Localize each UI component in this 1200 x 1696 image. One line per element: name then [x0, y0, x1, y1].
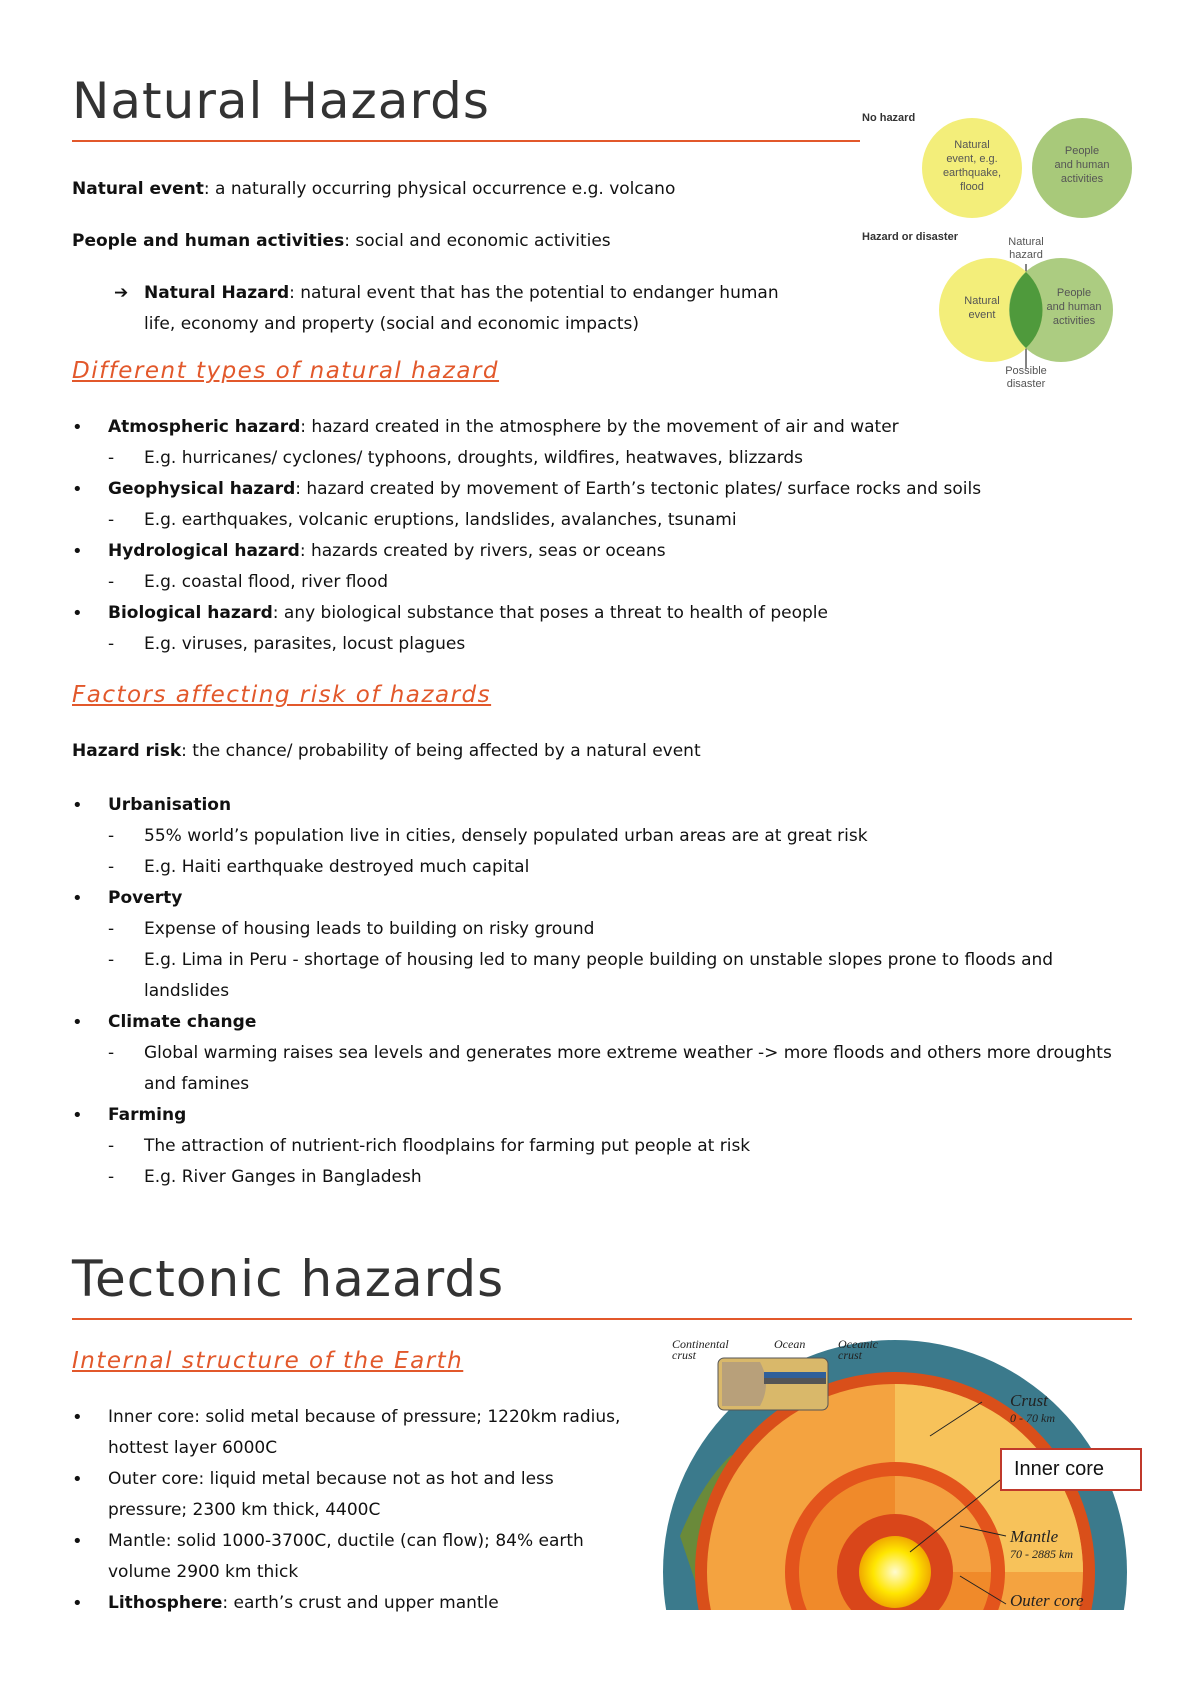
crust-label: Crust: [1010, 1391, 1048, 1410]
type-term: Geophysical hazard: [108, 479, 296, 499]
list-item: [72, 474, 1132, 536]
ocean-label: Ocean: [774, 1337, 806, 1351]
crust-range: 0 - 70 km: [1010, 1411, 1055, 1425]
list-item: [72, 1100, 1132, 1193]
list-item: [72, 1402, 632, 1464]
people-text: : social and economic activities: [344, 231, 611, 251]
inner-core-sphere: [859, 1536, 931, 1608]
svg-text:Possibledisaster: [1005, 365, 1047, 390]
types-list: [72, 412, 1132, 660]
natural-event-text: : a naturally occurring physical occurrence e.g. volcano: [203, 179, 676, 199]
mantle-label: Mantle: [1010, 1527, 1059, 1546]
structure-text: Outer core: liquid metal because not as hot and less pressure; 2300 km thick, 4400C: [108, 1469, 554, 1520]
venn-c3-l2: event: [968, 309, 996, 321]
venn-c1-l3: earthquake,: [942, 167, 1002, 179]
factor-term: Poverty: [108, 888, 183, 908]
venn-c2-l2: and human: [1054, 159, 1110, 171]
svg-text:Continentalcrust: [672, 1337, 729, 1362]
arrow-icon: ➔: [114, 283, 129, 303]
venn-diagram: [858, 104, 1158, 404]
venn-c4-l3: activities: [1052, 315, 1096, 327]
hazard-risk-term: Hazard risk: [72, 741, 182, 761]
type-def: : hazard created by movement of Earth’s tectonic plates/ surface rocks and soils: [295, 479, 982, 499]
continental-crust-l2: crust: [672, 1348, 696, 1362]
natural-hazard-term: Natural Hazard: [144, 283, 290, 303]
venn-hazard-disaster-label: Hazard or disaster: [862, 231, 958, 243]
oceanic-crust-l1: Oceanic: [838, 1337, 878, 1351]
hazard-risk-text: : the chance/ probability of being affected by a natural event: [181, 741, 701, 761]
venn-pd-l2: disaster: [1006, 378, 1046, 390]
natural-hazard-text-2: life, economy and property (social and economic impacts): [144, 314, 639, 334]
venn-nh-l1: Natural: [1008, 236, 1044, 248]
list-sub-item: - 55% world’s population live in cities, densely populated urban areas are at great risk: [108, 821, 1132, 852]
title-rule: [72, 140, 860, 142]
natural-hazard-definition: [72, 278, 832, 340]
structure-text: Mantle: solid 1000-3700C, ductile (can flow); 84% earth volume 2900 km thick: [108, 1531, 584, 1582]
natural-hazard-text-1: : natural event that has the potential to endanger human: [289, 283, 779, 303]
venn-no-hazard-label: No hazard: [862, 112, 916, 124]
venn-c2-l3: activities: [1060, 173, 1104, 185]
inner-core-label-box: Inner core: [1000, 1448, 1142, 1491]
factor-term: Farming: [108, 1105, 187, 1125]
type-def: : hazard created in the atmosphere by the movement of air and water: [300, 417, 899, 437]
venn-c1-l4: flood: [960, 181, 984, 193]
page-title: Natural Hazards: [72, 72, 490, 130]
structure-list: [72, 1402, 632, 1619]
hazard-risk-definition: [72, 736, 1132, 767]
list-sub-item: - E.g. River Ganges in Bangladesh: [108, 1162, 1132, 1193]
mantle-range: 70 - 2885 km: [1010, 1547, 1073, 1561]
list-sub-item: - E.g. hurricanes/ cyclones/ typhoons, droughts, wildfires, heatwaves, blizzards: [108, 443, 1132, 474]
list-item: [72, 536, 1132, 598]
list-sub-item: - E.g. Lima in Peru - shortage of housing led to many people building on unstable slopes prone to floods and landslides: [108, 945, 1132, 1007]
type-term: Hydrological hazard: [108, 541, 300, 561]
list-item: [72, 412, 1132, 474]
venn-pd-l1: Possible: [1005, 365, 1047, 377]
venn-c1-l2: event, e.g.: [946, 153, 998, 165]
outer-core-label: Outer core: [1010, 1591, 1084, 1610]
structure-text: Inner core: solid metal because of pressure; 1220km radius, hottest layer 6000C: [108, 1407, 621, 1458]
list-sub-item: - E.g. viruses, parasites, locust plagues: [108, 629, 1132, 660]
venn-c1-l1: Natural: [954, 139, 990, 151]
people-term: People and human activities: [72, 231, 345, 251]
venn-c4-l2: and human: [1046, 301, 1102, 313]
factors-list: [72, 790, 1132, 1193]
venn-nh-l2: hazard: [1009, 249, 1043, 261]
factor-term: Urbanisation: [108, 795, 232, 815]
type-term: Atmospheric hazard: [108, 417, 301, 437]
structure-text: : earth’s crust and upper mantle: [222, 1593, 499, 1613]
continental-crust-shape: [722, 1362, 766, 1406]
tectonic-title: Tectonic hazards: [72, 1250, 505, 1308]
natural-event-definition: [72, 174, 832, 205]
list-item: [72, 883, 1132, 1007]
natural-event-term: Natural event: [72, 179, 204, 199]
oceanic-crust-shape: [764, 1378, 826, 1384]
list-item: [72, 1588, 632, 1619]
list-sub-item: - Global warming raises sea levels and generates more extreme weather -> more floods and others more droughts and famines: [108, 1038, 1132, 1100]
ocean-shape: [764, 1372, 826, 1378]
venn-c4-l1: People: [1056, 287, 1092, 299]
factors-heading: Factors affecting risk of hazards: [72, 682, 492, 708]
tectonic-rule: [72, 1318, 1132, 1320]
structure-heading: Internal structure of the Earth: [72, 1348, 464, 1374]
list-sub-item: - E.g. coastal flood, river flood: [108, 567, 1132, 598]
list-item: [72, 1526, 632, 1588]
list-sub-item: - The attraction of nutrient-rich floodplains for farming put people at risk: [108, 1131, 1132, 1162]
list-item: [72, 790, 1132, 883]
venn-c3-l1: Natural: [964, 295, 1000, 307]
continental-crust-l1: Continental: [672, 1337, 729, 1351]
list-sub-item: - E.g. Haiti earthquake destroyed much capital: [108, 852, 1132, 883]
list-item: [72, 1464, 632, 1526]
list-sub-item: - Expense of housing leads to building on risky ground: [108, 914, 1132, 945]
people-definition: [72, 226, 832, 257]
oceanic-crust-l2: crust: [838, 1348, 862, 1362]
type-def: : any biological substance that poses a threat to health of people: [272, 603, 828, 623]
factor-term: Climate change: [108, 1012, 257, 1032]
types-heading: Different types of natural hazard: [72, 358, 500, 384]
list-item: [72, 598, 1132, 660]
venn-c2-l1: People: [1064, 145, 1100, 157]
type-def: : hazards created by rivers, seas or oceans: [299, 541, 666, 561]
type-term: Biological hazard: [108, 603, 273, 623]
svg-text:Naturalhazard: [1008, 236, 1043, 261]
lithosphere-term: Lithosphere: [108, 1593, 223, 1613]
list-item: [72, 1007, 1132, 1100]
list-sub-item: - E.g. earthquakes, volcanic eruptions, landslides, avalanches, tsunami: [108, 505, 1132, 536]
